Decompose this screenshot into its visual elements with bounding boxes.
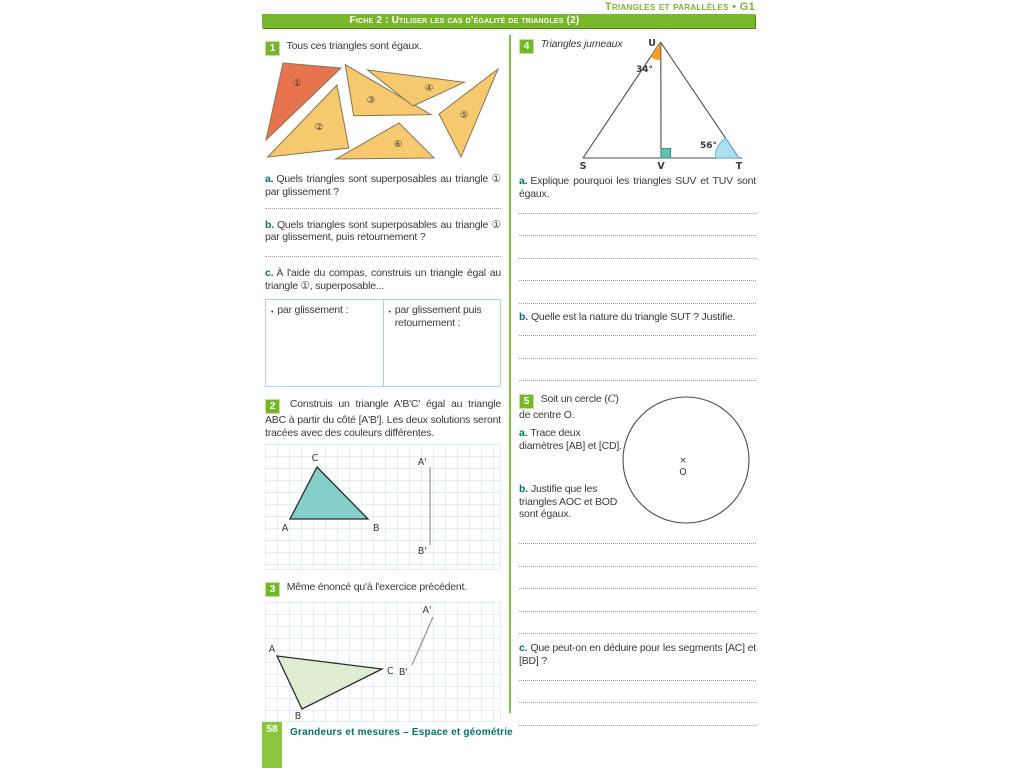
angle-56-wedge [715, 138, 739, 158]
exercise-1-badge: 1 [265, 41, 280, 56]
exercise-4-heading: Triangles jumeaux [540, 38, 623, 50]
vertex-label-c: C [387, 666, 394, 678]
answer-dotted-line [519, 201, 756, 214]
vertex-label-t: T [735, 161, 743, 170]
side-su [583, 42, 661, 158]
course-title: Triangles et parallèles • G1 [604, 1, 755, 13]
exercise-5-block [519, 393, 756, 535]
answer-dotted-line [519, 612, 756, 635]
question-text: À l'aide du compas, construis un triangle égal au triangle ①, superposable... [265, 267, 501, 292]
answer-dotted-line [519, 259, 756, 282]
answer-dotted-line [519, 681, 756, 704]
exercise-1-question-a [265, 173, 501, 199]
answer-dotted-line [265, 199, 501, 209]
angle-34-label: 34° [635, 65, 653, 75]
exercise-4-question-a [519, 175, 756, 201]
answer-lines-group [519, 668, 756, 726]
question-text: Quelle est la nature du triangle SUT ? Justifie. [530, 310, 736, 323]
answer-dotted-line [519, 359, 756, 382]
answer-dotted-line [519, 567, 756, 590]
bullet-icon: • [388, 308, 391, 316]
answer-dotted-line [519, 668, 756, 681]
exercise-3-statement [265, 581, 501, 597]
circle-figure [616, 395, 756, 529]
exercise-1-question-c [265, 267, 501, 293]
six-triangles-figure [263, 58, 501, 168]
exercise-5-question-a [519, 427, 623, 453]
vertex-label-b-prime: B' [417, 546, 427, 558]
table-cell-glissement [266, 300, 384, 386]
vertex-label-u: U [648, 38, 656, 49]
triangle-number-label: ① [292, 78, 302, 89]
answer-lines-group [519, 201, 756, 304]
triangle-6-shape [336, 123, 434, 159]
table-cell-retournement [384, 300, 501, 386]
page-number-tab [262, 722, 282, 768]
fiche-banner: Fiche 2 : Utiliser les cas d'égalité de triangles (2) [262, 14, 755, 28]
answer-dotted-line [519, 703, 756, 726]
table-cell-label: par glissement puis retournement : [394, 303, 482, 329]
question-letter: a. [265, 173, 274, 185]
triangle-number-label: ⑤ [459, 110, 469, 121]
center-cross-icon: × [679, 456, 687, 467]
exercise-2-text: Construis un triangle A'B'C' égal au triangle ABC à partir du côté [A'B']. Les deux solutions seront tracées avec des couleurs différentes. [265, 397, 501, 439]
bullet-icon: • [271, 308, 274, 316]
vertex-label-b-prime: B' [398, 667, 408, 679]
vertex-label-a-prime: A' [417, 457, 427, 469]
exercise-3-text: Même énoncé qu'à l'exercice précédent. [286, 581, 467, 594]
exercise-2-statement [265, 398, 501, 440]
vertex-label-c: C [311, 453, 319, 465]
answer-dotted-line [519, 336, 756, 359]
answer-dotted-line [519, 281, 756, 304]
vertex-label-v: V [657, 161, 665, 170]
vertex-label-a: A [281, 523, 289, 535]
question-text: Trace deux diamètres [AB] et [CD]. [519, 427, 622, 452]
triangle-number-label: ④ [424, 83, 434, 94]
vertex-label-b: B [294, 711, 302, 723]
question-letter: b. [519, 482, 528, 495]
table-cell-label: par glissement : [277, 303, 349, 316]
question-letter: a. [519, 427, 528, 440]
exercise-5-question-b [519, 483, 623, 521]
question-text: Quels triangles sont superposables au triangle ① par glissement, puis retournement ? [265, 218, 501, 244]
question-text: Justifie que les triangles AOC et BOD sont égaux. [519, 482, 618, 521]
question-letter: c. [265, 267, 274, 280]
exercise-3-badge: 3 [265, 582, 280, 597]
twin-triangles-figure [560, 36, 760, 170]
answer-dotted-line [519, 323, 756, 336]
exercise-4-question-b [519, 311, 756, 324]
answer-dotted-line [519, 544, 756, 567]
page-number: 58 [266, 724, 278, 735]
question-letter: b. [265, 218, 274, 231]
vertex-label-b: B [373, 523, 380, 535]
exercise-5-question-c [519, 642, 756, 668]
intro-text: ) de centre O. [519, 393, 619, 422]
exercise-4-block [519, 36, 756, 170]
exercise-5-text-column [519, 393, 623, 521]
script-c-symbol: C [607, 393, 616, 406]
grid-figure-exercise-3 [265, 602, 501, 722]
grid-figure-exercise-2 [265, 444, 501, 570]
intro-text: Soit un cercle ( [540, 393, 608, 406]
triangle-number-label: ② [314, 122, 324, 133]
exercise-1-intro: Tous ces triangles sont égaux. [286, 40, 422, 52]
construction-answer-table [265, 299, 501, 387]
question-text: Que peut-on en déduire pour les segments [AC] et [BD] ? [519, 642, 756, 668]
question-text: Quels triangles sont superposables au triangle ① par glissement ? [265, 173, 501, 198]
exercise-5-statement [519, 393, 623, 422]
answer-dotted-line [265, 244, 501, 257]
answer-dotted-line [519, 236, 756, 259]
answer-lines-group [519, 323, 756, 381]
question-letter: a. [519, 175, 528, 187]
left-column [265, 36, 501, 722]
angle-56-label: 56° [699, 141, 717, 151]
answer-dotted-line [519, 214, 756, 237]
answer-dotted-line [519, 589, 756, 612]
column-divider [509, 35, 511, 713]
footer-section-title: Grandeurs et mesures – Espace et géométrie [290, 727, 513, 738]
vertex-label-a: A [268, 644, 276, 656]
right-angle-marker [661, 149, 671, 159]
vertex-label-a-prime: A' [422, 605, 432, 617]
answer-dotted-line [519, 535, 756, 544]
question-letter: b. [519, 310, 528, 323]
triangle-number-label: ③ [366, 95, 376, 106]
question-text: Explique pourquoi les triangles SUV et TUV sont égaux. [519, 175, 756, 200]
right-column [519, 36, 756, 726]
triangle-number-label: ⑥ [393, 139, 403, 150]
exercise-5-badge: 5 [519, 394, 534, 409]
exercise-1-question-b [265, 219, 501, 245]
answer-lines-group [519, 535, 756, 634]
center-label-o: O [679, 467, 687, 479]
vertex-label-s: S [579, 161, 587, 170]
exercise-1-title [265, 40, 501, 56]
exercise-4-badge: 4 [519, 39, 534, 54]
exercise-2-badge: 2 [265, 399, 280, 414]
question-letter: c. [519, 642, 528, 655]
